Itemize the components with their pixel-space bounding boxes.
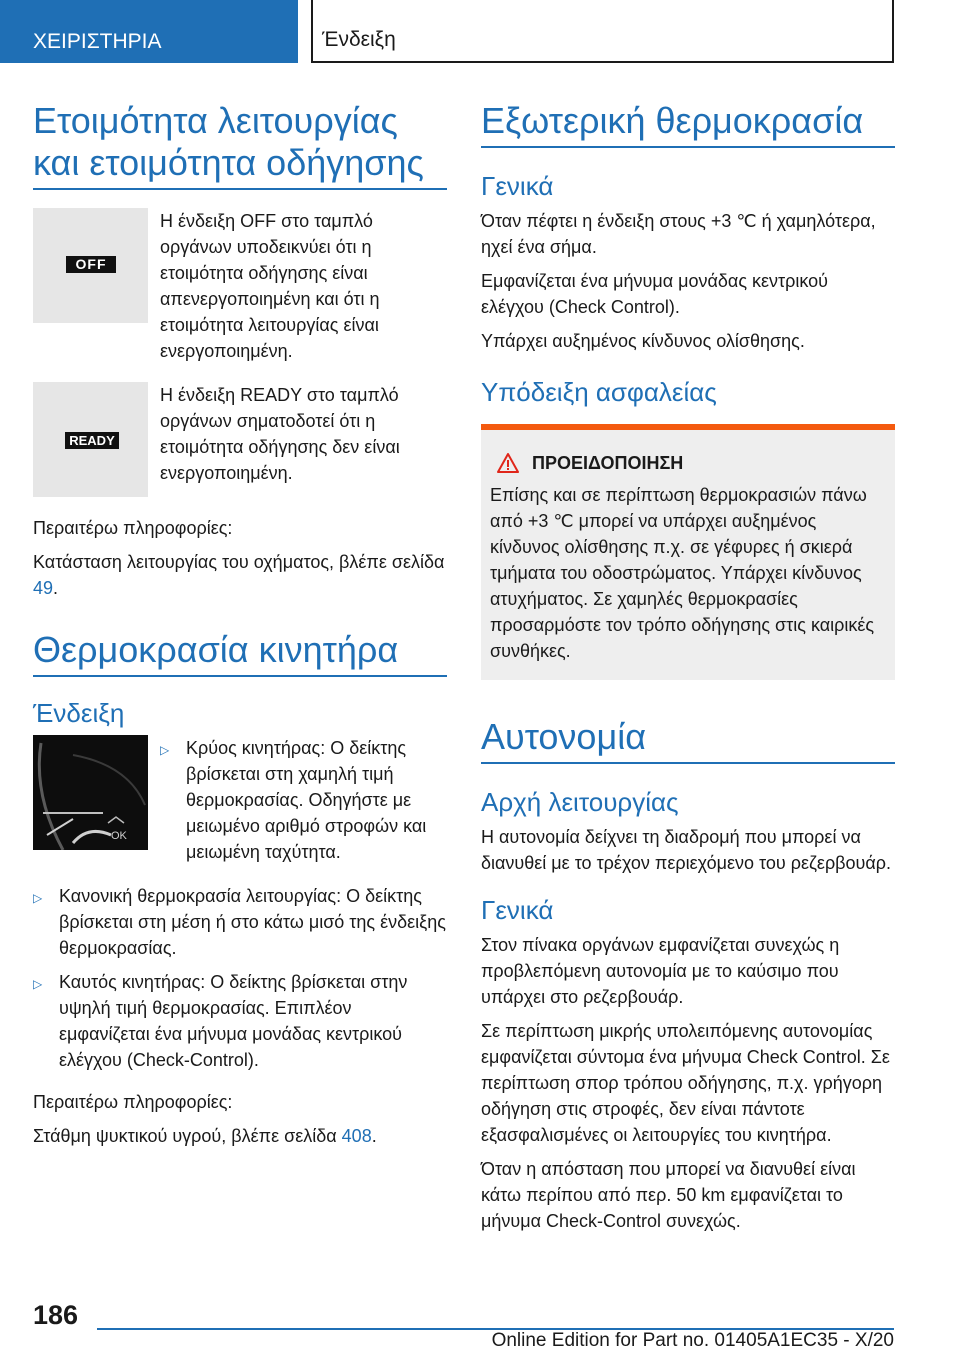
reference-vehicle-state: Κατάσταση λειτουργίας του οχήματος, βλέπε σελίδα 49. [33,552,445,598]
off-badge: OFF [66,256,116,273]
subsection-general: Γενικά [481,171,554,201]
off-description: Η ένδειξη OFF στο ταμπλό οργάνων υποδεικνύει ότι η ετοιμότητα οδήγησης είναι απενεργοποιημένη και ότι η ετοιμότητα λειτουργίας είναι ενεργοποιημένη. [160,211,380,361]
off-indicator-image [33,208,148,323]
subsection-principle: Αρχή λειτουργίας [481,787,679,817]
triangle-bullet-icon: ▷ [33,891,43,905]
section-title-readiness: Ετοιμότητα λειτουργίας και ετοιμότητα οδήγησης [33,100,447,190]
ready-description: Η ένδειξη READY στο ταμπλό οργάνων σηματοδοτεί ότι η ετοιμότητα οδήγησης δεν είναι ενεργοποιημένη. [160,385,400,483]
triangle-bullet-icon: ▷ [160,743,170,757]
outside-temp-p1: Όταν πέφτει η ένδειξη στους +3 ℃ ή χαμηλότερα, ηχεί ένα σήμα. [481,211,876,257]
more-info-label: Περαιτέρω πληροφορίες: [33,518,233,538]
subsection-indicator: Ένδειξη [33,698,125,728]
off-figure [33,208,447,364]
outside-temp-p2: Εμφανίζεται ένα μήνυμα μονάδας κεντρικού ελέγχου (Check Control). [481,271,829,317]
left-column [33,100,447,1157]
gauge-ok-label: OK [111,830,127,842]
outside-temp-p3: Υπάρχει αυξημένος κίνδυνος ολίσθησης. [481,331,805,351]
warning-text: Επίσης και σε περίπτωση θερμοκρασιών πάνω από +3 ℃ μπορεί να υπάρχει αυξημένος κίνδυνος ολίσθησης π.χ. σε γέφυρες ή σκιερά τμήματα του οδοστρώματος. Υπάρχει κίνδυνος ατυχήματος. Σε χαμηλές θερμοκρασίες προσαρμόστε τον τρόπο οδήγησης στις καιρικές συνθήκες. [490,485,875,661]
section-title-engine-temp: Θερμοκρασία κινητήρα [33,629,447,677]
range-p1: Η αυτονομία δείχνει τη διαδρομή που μπορεί να διανυθεί με το τρέχον περιεχόμενο του ρεζερβουάρ. [481,827,892,873]
reference-coolant: Στάθμη ψυκτικού υγρού, βλέπε σελίδα 408. [33,1126,377,1146]
right-column [481,100,895,1242]
chapter-tab: ΧΕΙΡΙΣΤΗΡΙΑ [0,0,298,63]
section-title-range: Αυτονομία [481,716,895,764]
ready-badge: READY [65,432,119,449]
subsection-safety: Υπόδειξη ασφαλείας [481,377,717,407]
warning-triangle-icon [496,452,520,474]
page-link-49[interactable]: 49 [33,578,54,598]
ready-figure [33,382,447,497]
more-info-label-2: Περαιτέρω πληροφορίες: [33,1092,233,1112]
bullet-normal-temp: ▷ Κανονική θερμοκρασία λειτουργίας: Ο δείκτης βρίσκεται στη μέση ή στο κάτω μισό της ένδειξης θερμοκρασίας. [33,883,447,961]
page-number: 186 [33,1300,79,1330]
warning-box [481,424,895,680]
page-link-408[interactable]: 408 [341,1126,372,1146]
footer-edition: Online Edition for Part no. 01405A1EC35 - X/20 [491,1330,894,1351]
subsection-general-2: Γενικά [481,895,554,925]
ready-indicator-image [33,382,148,497]
temperature-gauge-image [33,735,148,850]
triangle-bullet-icon: ▷ [33,977,43,991]
bullet-hot-engine: ▷ Καυτός κινητήρας: Ο δείκτης βρίσκεται στην υψηλή τιμή θερμοκρασίας. Επιπλέον εμφανίζεται ένα μήνυμα μονάδας κεντρικού ελέγχου (Check-Control). [33,969,447,1073]
section-header: Ένδειξη [311,0,894,63]
range-p2: Στον πίνακα οργάνων εμφανίζεται συνεχώς η προβλεπόμενη αυτονομία με το καύσιμο που υπάρχει στο ρεζερβουάρ. [481,935,840,1007]
range-p4: Όταν η απόσταση που μπορεί να διανυθεί είναι κάτω περίπου από περ. 50 km εμφανίζεται το μήνυμα Check-Control συνεχώς. [481,1159,856,1231]
gauge-figure [33,735,447,873]
warning-title: ΠΡΟΕΙΔΟΠΟΙΗΣΗ [490,452,877,474]
range-p3: Σε περίπτωση μικρής υπολειπόμενης αυτονομίας εμφανίζεται σύντομα ένα μήνυμα Check Control. Σε περίπτωση σπορ τρόπου οδήγησης, π.χ. γρήγορη οδήγηση στις στροφές, δεν είναι πάντοτε εξασφαλισμένες οι λειτουργίες του κινητήρα. [481,1021,890,1145]
section-title-outside-temp: Εξωτερική θερμοκρασία [481,100,895,148]
bullet-cold-engine: ▷ Κρύος κινητήρας: Ο δείκτης βρίσκεται στη χαμηλή τιμή θερμοκρασίας. Οδηγήστε με μειωμένο αριθμό στροφών και μειωμένη ταχύτητα. [160,735,447,865]
